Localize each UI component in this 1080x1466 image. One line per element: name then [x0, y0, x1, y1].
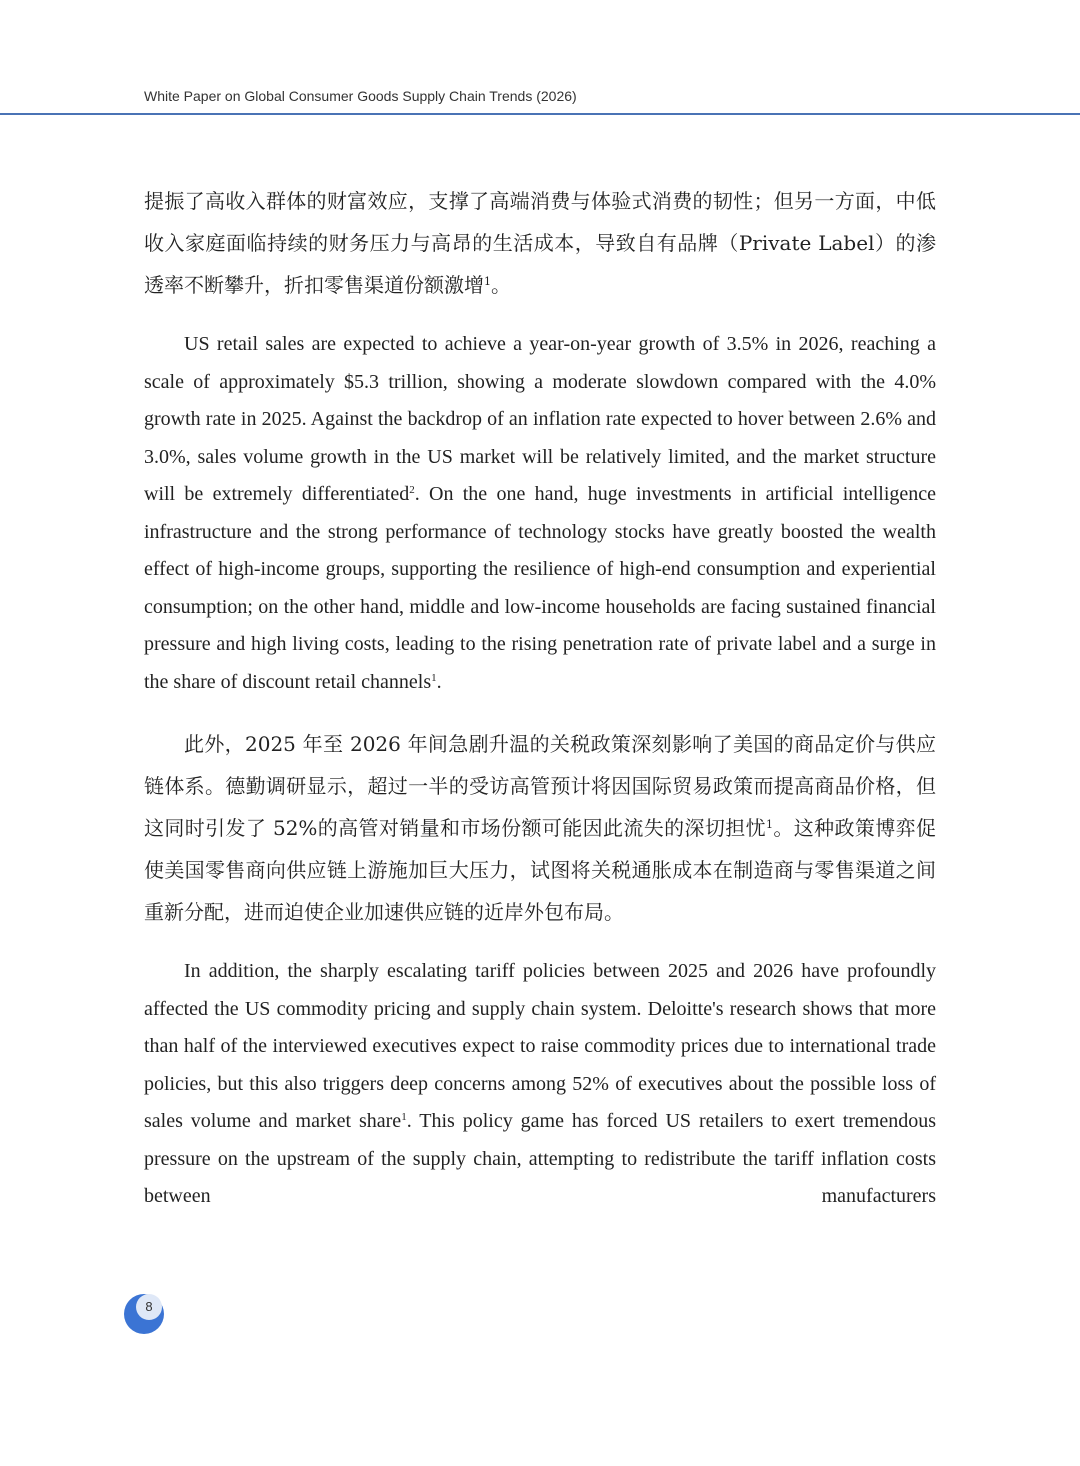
paragraph-zh-1 — [144, 180, 936, 306]
footnote-ref[interactable]: 1 — [431, 671, 437, 684]
paragraph-text: US retail sales are expected to achieve a year-on-year growth of 3.5% in 2026, reaching a scale of approximately $5.3 trillion, showing a moderate slowdown compared with the 4.0% growth rate in 2025. Against the backdrop of an inflation rate expected to hover between 2.6% and 3.0%, sales volume growth in the US market will be relatively limited, and the market structure will be extremely differentiated — [144, 333, 936, 505]
footnote-ref[interactable]: 1 — [401, 1111, 407, 1123]
paragraph-text: In addition, the sharply escalating tariff policies between 2025 and 2026 have profoundly affected the US commodity pricing and supply chain system. Deloitte's research shows that more than half of the interviewed executives expect to raise commodity prices due to international trade policies, but this also triggers deep concerns among 52% of executives about the possible loss of sales volume and market share — [144, 960, 936, 1132]
paragraph-en-1 — [144, 326, 936, 701]
paragraph-zh-2 — [144, 723, 936, 933]
paragraph-text: 提振了高收入群体的财富效应，支撑了高端消费与体验式消费的韧性；但另一方面，中低收入家庭面临持续的财务压力与高昂的生活成本，导致自有品牌（Private Label）的渗透率不断攀升，折扣零售渠道份额激增 — [144, 189, 936, 297]
paragraph-en-2 — [144, 953, 936, 1216]
page-number: 8 — [145, 1299, 153, 1314]
paragraph-end: . — [436, 670, 442, 693]
paragraph-text: 此外，2025 年至 2026 年间急剧升温的关税政策深刻影响了美国的商品定价与供应链体系。德勤调研显示，超过一半的受访高管预计将因国际贸易政策而提高商品价格，但这同时引发了 52%的高管对销量和市场份额可能因此流失的深切担忧 — [144, 732, 936, 840]
running-header: White Paper on Global Consumer Goods Supply Chain Trends (2026) — [144, 88, 577, 104]
body-content — [144, 180, 936, 1238]
paragraph-text: . On the one hand, huge investments in artificial intelligence infrastructure and the strong performance of technology stocks have greatly boosted the wealth effect of high-income groups, supporting the resilience of high-end consumption and experiential consumption; on the other hand, middle and low-income households are facing sustained financial pressure and high living costs, leading to the rising penetration rate of private label and a surge in the share of discount retail channels — [144, 483, 936, 693]
footnote-ref[interactable]: 1 — [484, 275, 491, 288]
paragraph-end: 。 — [491, 273, 511, 297]
header-rule — [0, 113, 1080, 115]
paragraph-text: 。这种政策博弈促使美国零售商向供应链上游施加巨大压力，试图将关税通胀成本在制造商与零售渠道之间重新分配，进而迫使企业加速供应链的近岸外包布局。 — [144, 816, 937, 924]
footnote-ref[interactable]: 2 — [409, 484, 415, 496]
paragraph-text: . This policy game has forced US retailers to exert tremendous pressure on the upstream of the supply chain, attempting to redistribute the tariff inflation costs between manufacturers — [144, 1110, 937, 1207]
footnote-ref[interactable]: 1 — [766, 818, 774, 831]
